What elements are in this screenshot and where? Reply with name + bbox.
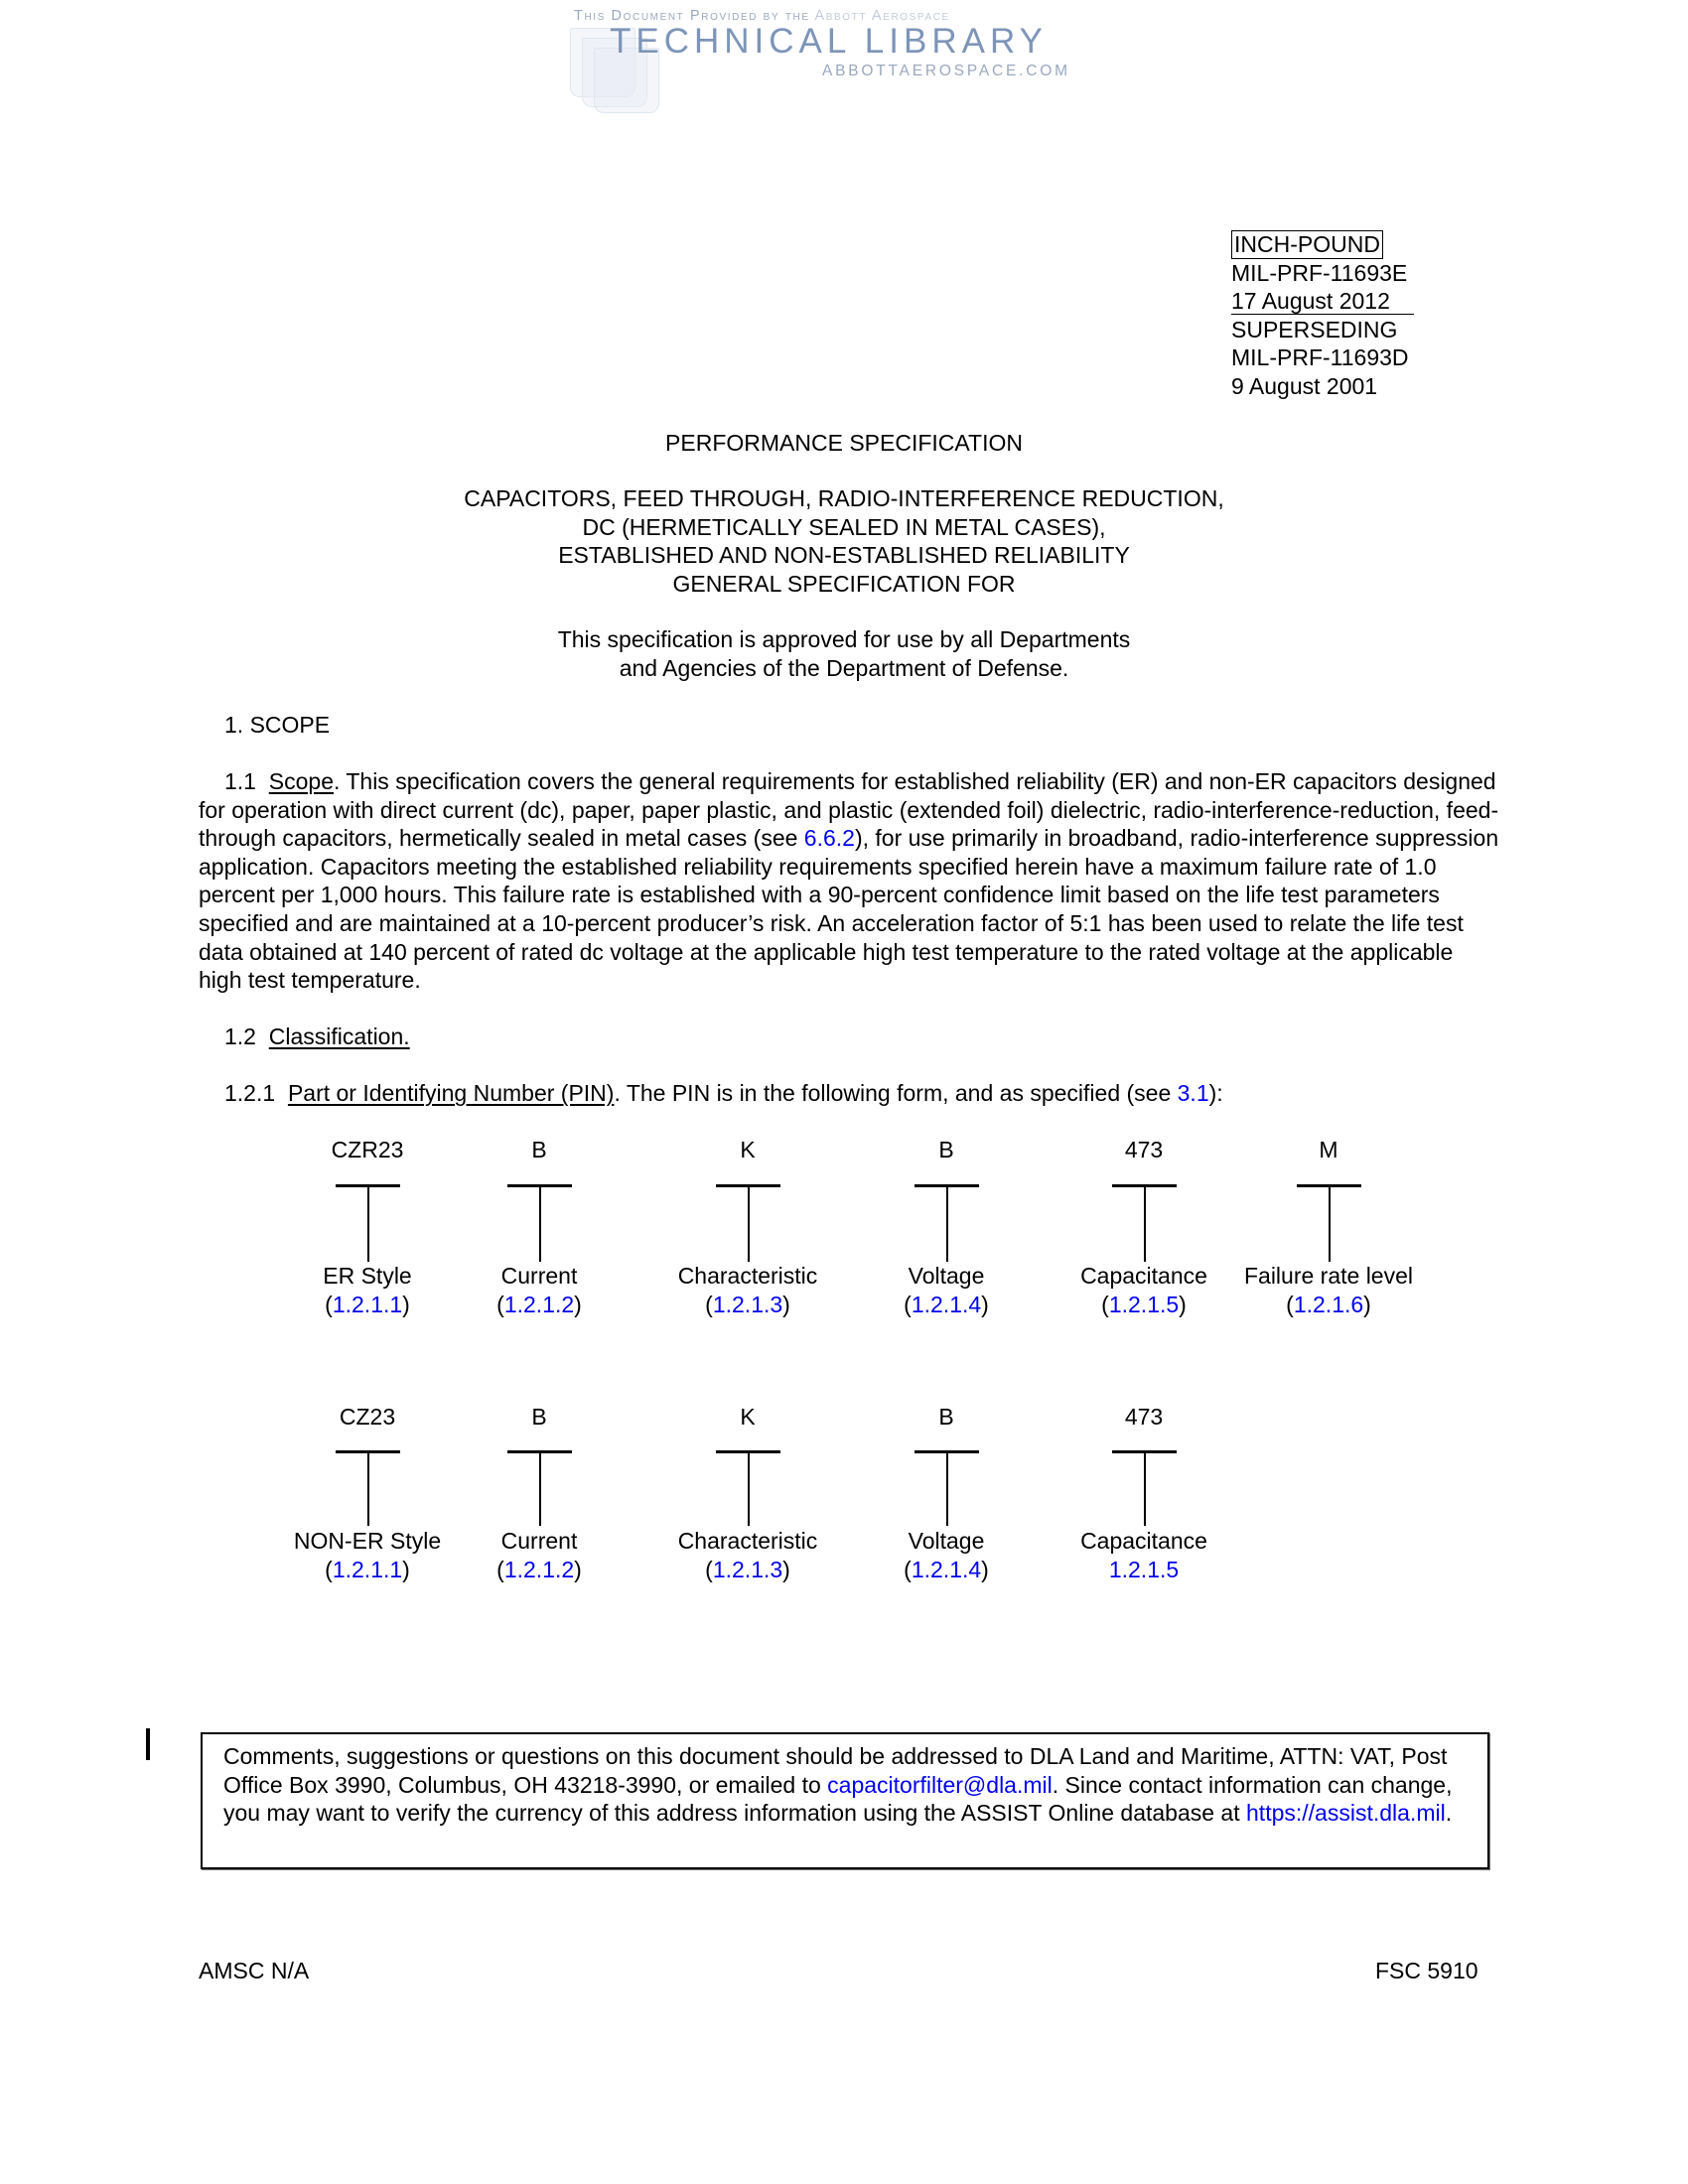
pin-bracket-stem [1144,1184,1146,1262]
pin-bracket-stem [946,1184,948,1262]
pin-field-reference: (1.2.1.2) [496,1291,582,1317]
pin-field-reference: (1.2.1.2) [496,1556,582,1582]
change-bar [146,1728,150,1760]
pin-bracket-stem [748,1450,750,1526]
pin-code: B [938,1404,954,1430]
footer-amsc: AMSC N/A [199,1958,310,1983]
pin-field-label [420,1262,658,1318]
paragraph-1-2-1: 1.2.1 Part or Identifying Number (PIN). The PIN is in the following form, and as specified (see 3.1): [224,1080,1223,1106]
pin-reference-link[interactable]: 1.2.1.1 [332,1291,403,1317]
pin-field-reference: (1.2.1.1) [325,1291,410,1317]
email-link[interactable]: capacitorfilter@dla.mil [827,1771,1053,1798]
pin-field-name: NON-ER Style [293,1528,442,1554]
pin-field-reference [1025,1556,1263,1584]
pin-reference-link[interactable]: 1.2.1.3 [712,1291,783,1317]
pin-field-reference: (1.2.1.4) [904,1556,989,1582]
pin-bracket-stem [539,1450,541,1526]
watermark-provided-by: This Document Provided by the Abbott Aerospace [574,8,950,24]
pin-field-name: Failure rate level [1243,1263,1414,1289]
pin-code: CZR23 [331,1137,404,1162]
pin-field-reference: (1.2.1.1) [325,1556,410,1582]
pin-field-label [1025,1527,1263,1583]
pin-field-name: Voltage [908,1263,985,1289]
pin-field-reference: (1.2.1.3) [705,1291,790,1317]
pin-bracket-stem [367,1450,369,1526]
pin-field-name: Capacitance [1080,1263,1207,1289]
paragraph-number: 1.1 [224,768,256,794]
superseded-date: 9 August 2001 [1231,372,1378,399]
pin-field-reference: (1.2.1.6) [1286,1291,1371,1317]
spec-title-line-4: GENERAL SPECIFICATION FOR [672,570,1016,597]
paragraph-1-2: 1.2 Classification. [224,1024,410,1049]
pin-reference-link[interactable]: 1.2.1.1 [332,1556,403,1582]
pin-reference-link[interactable]: 1.2.1.6 [1293,1291,1364,1317]
pin-code: M [1319,1137,1338,1162]
paragraph-1-1: 1.1 Scope. This specification covers the general requirements for established reliability (ER) and non-ER capacitors designed for operation with direct current (dc), paper, paper plastic, and plastic (extended foil) dielectric, radio-interference-reduction, feed-through capacitors, hermetically sealed in metal cases (see 6.6.2), for use primarily in broadband, radio-interference suppression application. Capacitors meeting the established reliability requirements specified herein have a maximum failure rate of 1.0 percent per 1,000 hours. This failure rate is established with a 90-percent confidence limit based on the life test parameters specified and are maintained at a 10-percent producer’s risk. An acceleration factor of 5:1 has been used to relate the life test data obtained at 140 percent of rated dc voltage at the applicable high test temperature to the rated voltage at the applicable high test temperature. [199,768,1499,994]
pin-reference-link[interactable]: 1.2.1.3 [712,1556,783,1582]
pin-bracket-stem [367,1184,369,1262]
document-number: MIL-PRF-11693E [1231,260,1408,286]
pin-code: 473 [1124,1137,1164,1162]
pin-reference-link[interactable]: 1.2.1.5 [1108,1556,1180,1582]
comment-box: Comments, suggestions or questions on this document should be addressed to DLA Land and Maritime, ATTN: VAT, Post Office Box 3990, Columbus, OH 43218-3990, or emailed to capacitorfilter@dla.mil. Since contact information can change, you may want to verify the currency of this address information using the ASSIST Online database at https://assist.dla.mil. [201,1732,1489,1869]
pin-field-label [1209,1262,1448,1318]
pin-bracket-stem [946,1450,948,1526]
pin-code: 473 [1124,1404,1164,1430]
superseding-label: SUPERSEDING [1231,316,1398,342]
spec-title-line-1: CAPACITORS, FEED THROUGH, RADIO-INTERFERENCE REDUCTION, [464,485,1224,511]
watermark-title: TECHNICAL LIBRARY [610,22,1048,61]
spec-title-line-2: DC (HERMETICALLY SEALED IN METAL CASES), [582,513,1106,540]
pin-bracket-stem [1329,1184,1331,1262]
link-3-1[interactable]: 3.1 [1177,1080,1209,1106]
watermark-logo [566,6,1082,115]
pin-reference-link[interactable]: 1.2.1.2 [503,1556,575,1582]
pin-reference-link[interactable]: 1.2.1.2 [503,1291,575,1317]
pin-code: B [938,1137,954,1162]
pin-bracket-stem [539,1184,541,1262]
pin-reference-link[interactable]: 1.2.1.5 [1108,1291,1180,1317]
pin-code: CZ23 [339,1404,396,1430]
pin-field-name: ER Style [323,1263,412,1289]
pin-field [420,1136,658,1321]
pin-field-name: Capacitance [1080,1528,1207,1554]
pin-code: K [740,1137,756,1162]
spec-type: PERFORMANCE SPECIFICATION [665,430,1023,456]
watermark-url: ABBOTTAEROSPACE.COM [822,63,1070,79]
pin-field-name: Characteristic [677,1263,818,1289]
link-6-6-2[interactable]: 6.6.2 [803,825,855,852]
pin-field [1025,1403,1263,1586]
pin-field-name: Current [500,1528,578,1554]
pin-code: B [531,1404,547,1430]
pin-reference-link[interactable]: 1.2.1.4 [911,1556,982,1582]
approval-line-1: This specification is approved for use by all Departments [557,626,1131,652]
spec-title-line-3: ESTABLISHED AND NON-ESTABLISHED RELIABILITY [558,542,1130,568]
pin-field [1209,1136,1448,1321]
pin-code: K [740,1404,756,1430]
footer-fsc: FSC 5910 [1375,1958,1478,1983]
document-date: 17 August 2012 [1231,288,1414,315]
pin-field-name: Voltage [908,1528,985,1554]
superseded-number: MIL-PRF-11693D [1231,344,1409,371]
section-heading-scope: 1. SCOPE [224,712,331,738]
pin-field-reference: (1.2.1.4) [904,1291,989,1317]
pin-field [420,1403,658,1586]
inch-pound-label: INCH-POUND [1231,230,1383,259]
pin-bracket-stem [1144,1450,1146,1526]
paragraph-title: Scope [268,768,334,794]
pin-field-name: Current [500,1263,578,1289]
pin-field-reference: (1.2.1.5) [1101,1291,1187,1317]
document-id-block [1231,230,1414,400]
pin-field-name: Characteristic [677,1528,818,1554]
approval-line-2: and Agencies of the Department of Defense. [619,654,1069,681]
pin-code: B [531,1137,547,1162]
pin-field-label [420,1527,658,1583]
pin-bracket-stem [748,1184,750,1262]
pin-field-reference: (1.2.1.3) [705,1556,790,1582]
pin-reference-link[interactable]: 1.2.1.4 [911,1291,982,1317]
assist-url-link[interactable]: https://assist.dla.mil [1246,1800,1446,1827]
